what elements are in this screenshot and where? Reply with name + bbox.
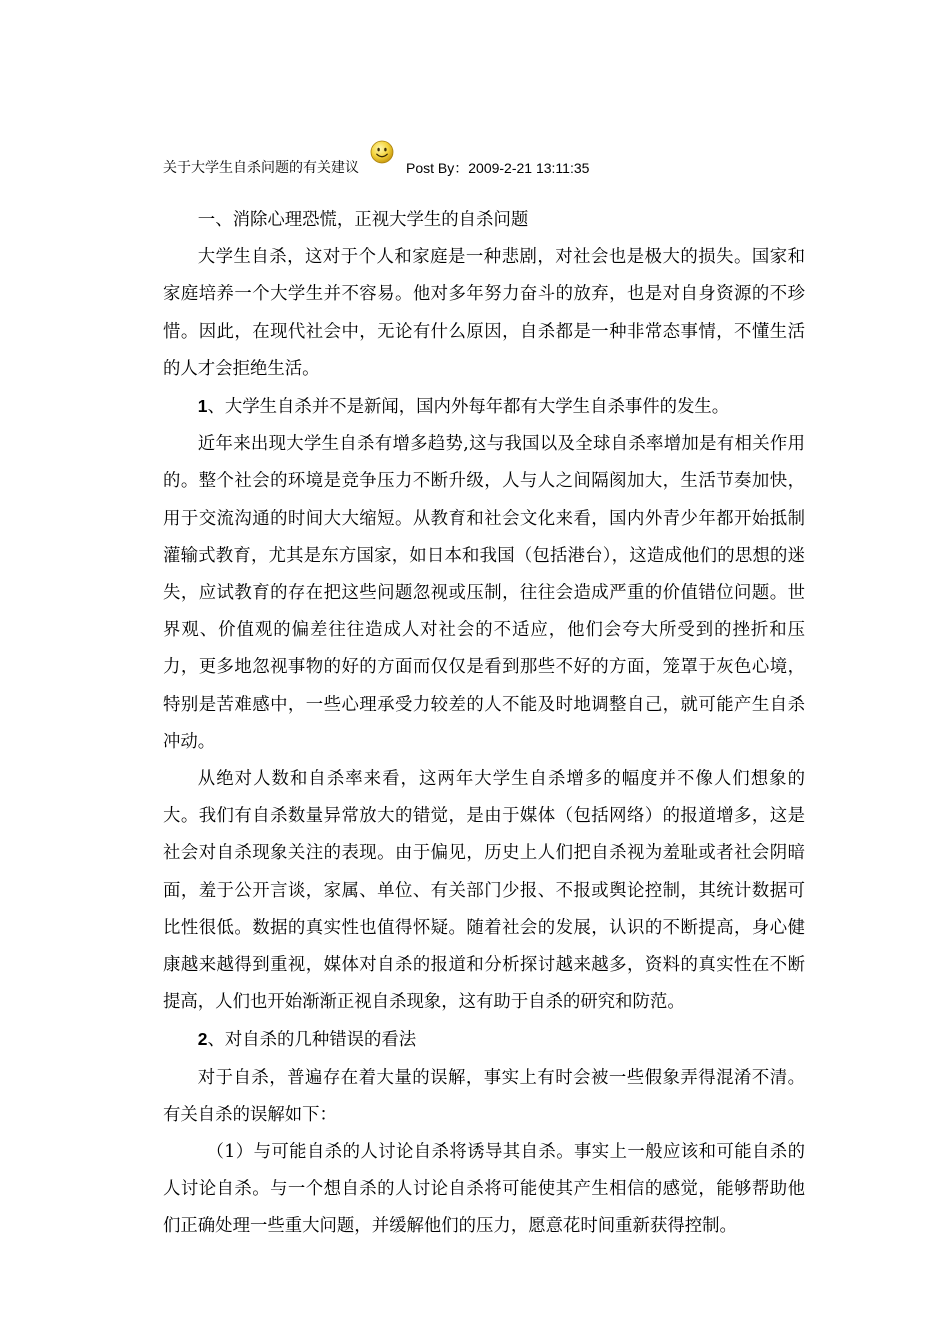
point-heading [163, 388, 805, 426]
post-header [163, 140, 803, 176]
paragraph: 从绝对人数和自杀率来看，这两年大学生自杀增多的幅度并不像人们想象的大。我们有自杀数量异常放大的错觉，是由于媒体（包括网络）的报道增多，这是社会对自杀现象关注的表现。由于偏见，历史上人们把自杀视为羞耻或者社会阴暗面，羞于公开言谈，家属、单位、有关部门少报、不报或舆论控制，其统计数据可比性很低。数据的真实性也值得怀疑。随着社会的发展，认识的不断提高，身心健康越来越得到重视，媒体对自杀的报道和分析探讨越来越多，资料的真实性在不断提高，人们也开始渐渐正视自杀现象，这有助于自杀的研究和防范。 [163, 769, 805, 1013]
point-heading [163, 1021, 805, 1059]
smiley-face-icon [370, 140, 394, 164]
point-number: 1 [197, 396, 208, 417]
post-timestamp: Post By：2009-2-21 13:11:35 [406, 160, 590, 176]
paragraph: 大学生自杀，这对于个人和家庭是一种悲剧，对社会也是极大的损失。国家和家庭培养一个大学生并不容易。他对多年努力奋斗的放弃，也是对自身资源的不珍惜。因此，在现代社会中，无论有什么原因，自杀都是一种非常态事情，不懂生活的人才会拒绝生活。 [163, 247, 805, 379]
section-heading: 一、消除心理恐慌，正视大学生的自杀问题 [197, 210, 529, 230]
paragraph: （1）与可能自杀的人讨论自杀将诱导其自杀。事实上一般应该和可能自杀的人讨论自杀。与一个想自杀的人讨论自杀将可能使其产生相信的感觉，能够帮助他们正确处理一些重大问题，并缓解他们的压力，愿意花时间重新获得控制。 [163, 1142, 805, 1237]
post-title: 关于大学生自杀问题的有关建议 [163, 160, 359, 176]
point-number: 2 [197, 1029, 208, 1050]
point-text: 、对自杀的几种错误的看法 [207, 1030, 417, 1051]
point-text: 、大学生自杀并不是新闻，国内外每年都有大学生自杀事件的发生。 [207, 397, 730, 418]
paragraph: 对于自杀，普遍存在着大量的误解，事实上有时会被一些假象弄得混淆不清。有关自杀的误解如下： [163, 1067, 805, 1125]
paragraph: 近年来出现大学生自杀有增多趋势,这与我国以及全球自杀率增加是有相关作用的。整个社会的环境是竞争压力不断升级，人与人之间隔阂加大，生活节奏加快，用于交流沟通的时间大大缩短。从教育和社会文化来看，国内外青少年都开始抵制灌输式教育，尤其是东方国家，如日本和我国（包括港台），这造成他们的思想的迷失，应试教育的存在把这些问题忽视或压制，往往会造成严重的价值错位问题。世界观、价值观的偏差往往造成人对社会的不适应，他们会夸大所受到的挫折和压力，更多地忽视事物的好的方面而仅仅是看到那些不好的方面，笼罩于灰色心境，特别是苦难感中，一些心理承受力较差的人不能及时地调整自己，就可能产生自杀冲动。 [163, 434, 805, 752]
article-body [163, 202, 805, 1246]
